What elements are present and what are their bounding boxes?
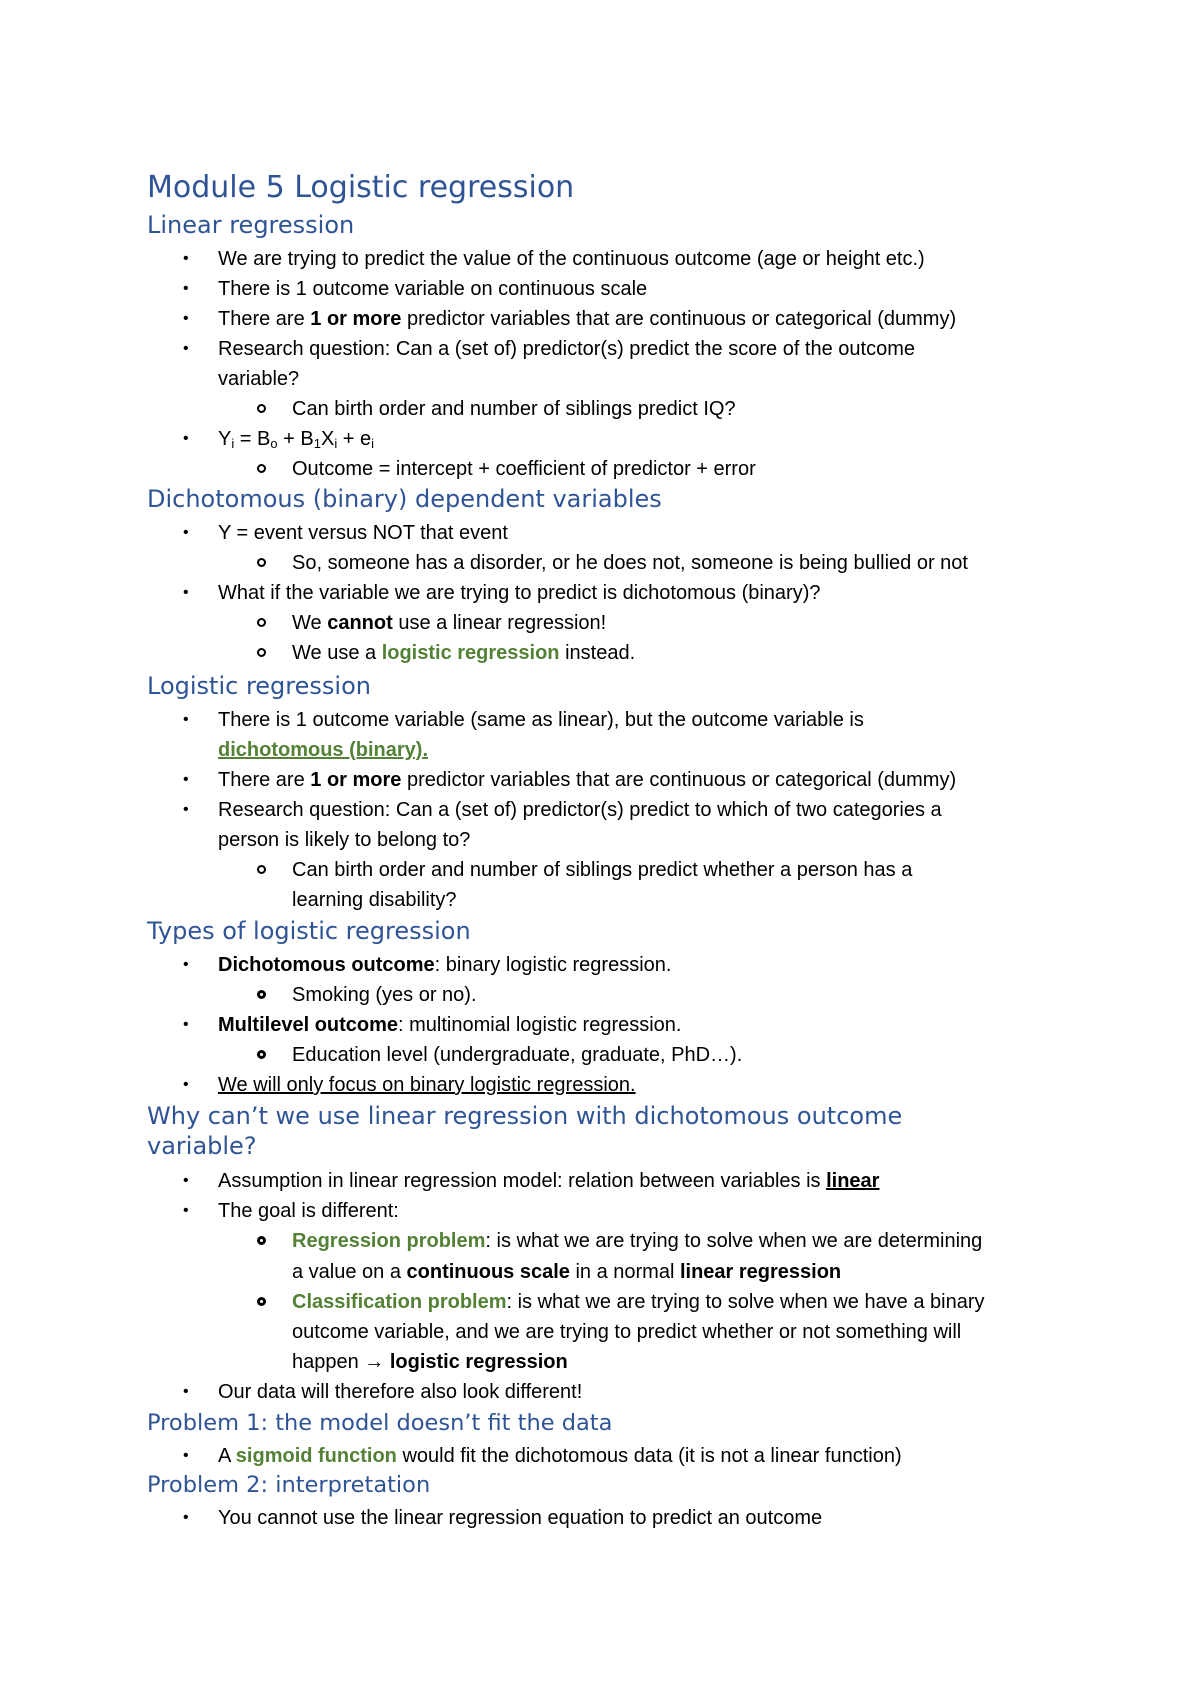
bullet-icon: • xyxy=(183,310,189,327)
sub-list-item: So, someone has a disorder, or he does not, someone is being bullied or not xyxy=(292,552,968,574)
heading-why: Why can’t we use linear regression with dichotomous outcome xyxy=(147,1102,903,1130)
heading-problem-2: Problem 2: interpretation xyxy=(147,1472,431,1498)
list-item: Multilevel outcome: multinomial logistic regression. xyxy=(218,1014,682,1036)
arrow-right-icon: → xyxy=(364,1351,385,1373)
circle-bullet-icon xyxy=(257,618,266,627)
sub-list-item: Can birth order and number of siblings predict whether a person has a xyxy=(292,859,913,881)
list-item: Research question: Can a (set of) predictor(s) predict to which of two categories a xyxy=(218,799,942,821)
circle-bullet-icon xyxy=(257,464,266,473)
circle-bullet-icon xyxy=(257,1236,266,1245)
sub-list-item-continuation: learning disability? xyxy=(292,889,457,911)
sub-list-item-continuation: happen → logistic regression xyxy=(292,1351,568,1373)
heading-why-continuation: variable? xyxy=(147,1132,257,1160)
list-item: There is 1 outcome variable (same as linear), but the outcome variable is xyxy=(218,709,864,731)
bullet-icon: • xyxy=(183,280,189,297)
sub-list-item: Can birth order and number of siblings predict IQ? xyxy=(292,398,736,420)
page-title: Module 5 Logistic regression xyxy=(147,170,575,205)
bullet-icon: • xyxy=(183,340,189,357)
list-item-continuation: variable? xyxy=(218,368,300,390)
list-item-continuation: dichotomous (binary). xyxy=(218,739,428,761)
list-item: A sigmoid function would fit the dichotomous data (it is not a linear function) xyxy=(218,1445,902,1467)
list-item: Assumption in linear regression model: relation between variables is linear xyxy=(218,1170,880,1192)
circle-bullet-icon xyxy=(257,1297,266,1306)
list-item: Y = event versus NOT that event xyxy=(218,522,508,544)
bullet-icon: • xyxy=(183,1016,189,1033)
sub-list-item: Smoking (yes or no). xyxy=(292,984,477,1006)
sub-list-item-continuation: a value on a continuous scale in a normal linear regression xyxy=(292,1261,842,1283)
list-item: Research question: Can a (set of) predictor(s) predict the score of the outcome xyxy=(218,338,916,360)
bullet-icon: • xyxy=(183,524,189,541)
list-item: There is 1 outcome variable on continuous scale xyxy=(218,278,648,300)
sub-list-item: We use a logistic regression instead. xyxy=(292,642,636,664)
list-item: Dichotomous outcome: binary logistic regression. xyxy=(218,954,672,976)
bullet-icon: • xyxy=(183,1076,189,1093)
circle-bullet-icon xyxy=(257,1050,266,1059)
bullet-icon: • xyxy=(183,1172,189,1189)
sub-list-item: Regression problem: is what we are trying to solve when we are determining xyxy=(292,1230,983,1252)
bullet-icon: • xyxy=(183,1383,189,1400)
circle-bullet-icon xyxy=(257,404,266,413)
bullet-icon: • xyxy=(183,711,189,728)
circle-bullet-icon xyxy=(257,865,266,874)
list-item: What if the variable we are trying to predict is dichotomous (binary)? xyxy=(218,582,821,604)
bullet-icon: • xyxy=(183,1202,189,1219)
list-item-continuation: person is likely to belong to? xyxy=(218,829,471,851)
list-item: Our data will therefore also look different! xyxy=(218,1381,583,1403)
list-item: We are trying to predict the value of the continuous outcome (age or height etc.) xyxy=(218,248,925,270)
bullet-icon: • xyxy=(183,801,189,818)
regression-equation: $Y_i = B_o + B_1X_i + e_i$ xyxy=(218,428,375,451)
bullet-icon: • xyxy=(183,771,189,788)
heading-dichotomous: Dichotomous (binary) dependent variables xyxy=(147,485,662,513)
sub-list-item-continuation: outcome variable, and we are trying to predict whether or not something will xyxy=(292,1321,962,1343)
bullet-icon: • xyxy=(183,584,189,601)
bullet-icon: • xyxy=(183,250,189,267)
heading-linear-regression: Linear regression xyxy=(147,211,355,239)
list-item: There are 1 or more predictor variables that are continuous or categorical (dummy) xyxy=(218,769,957,791)
list-item: You cannot use the linear regression equation to predict an outcome xyxy=(218,1507,823,1529)
bullet-icon: • xyxy=(183,956,189,973)
sub-list-item: Classification problem: is what we are trying to solve when we have a binary xyxy=(292,1291,985,1313)
circle-bullet-icon xyxy=(257,990,266,999)
sub-list-item: Education level (undergraduate, graduate, PhD…). xyxy=(292,1044,743,1066)
bullet-icon: • xyxy=(183,430,189,447)
sub-list-item: Outcome = intercept + coefficient of predictor + error xyxy=(292,458,756,480)
list-item: There are 1 or more predictor variables that are continuous or categorical (dummy) xyxy=(218,308,957,330)
heading-types: Types of logistic regression xyxy=(147,917,471,945)
circle-bullet-icon xyxy=(257,558,266,567)
heading-logistic-regression: Logistic regression xyxy=(147,672,371,700)
circle-bullet-icon xyxy=(257,648,266,657)
list-item: We will only focus on binary logistic regression. xyxy=(218,1074,636,1096)
sub-list-item: We cannot use a linear regression! xyxy=(292,612,607,634)
heading-problem-1: Problem 1: the model doesn’t fit the data xyxy=(147,1410,613,1436)
bullet-icon: • xyxy=(183,1509,189,1526)
bullet-icon: • xyxy=(183,1447,189,1464)
list-item: The goal is different: xyxy=(218,1200,399,1222)
